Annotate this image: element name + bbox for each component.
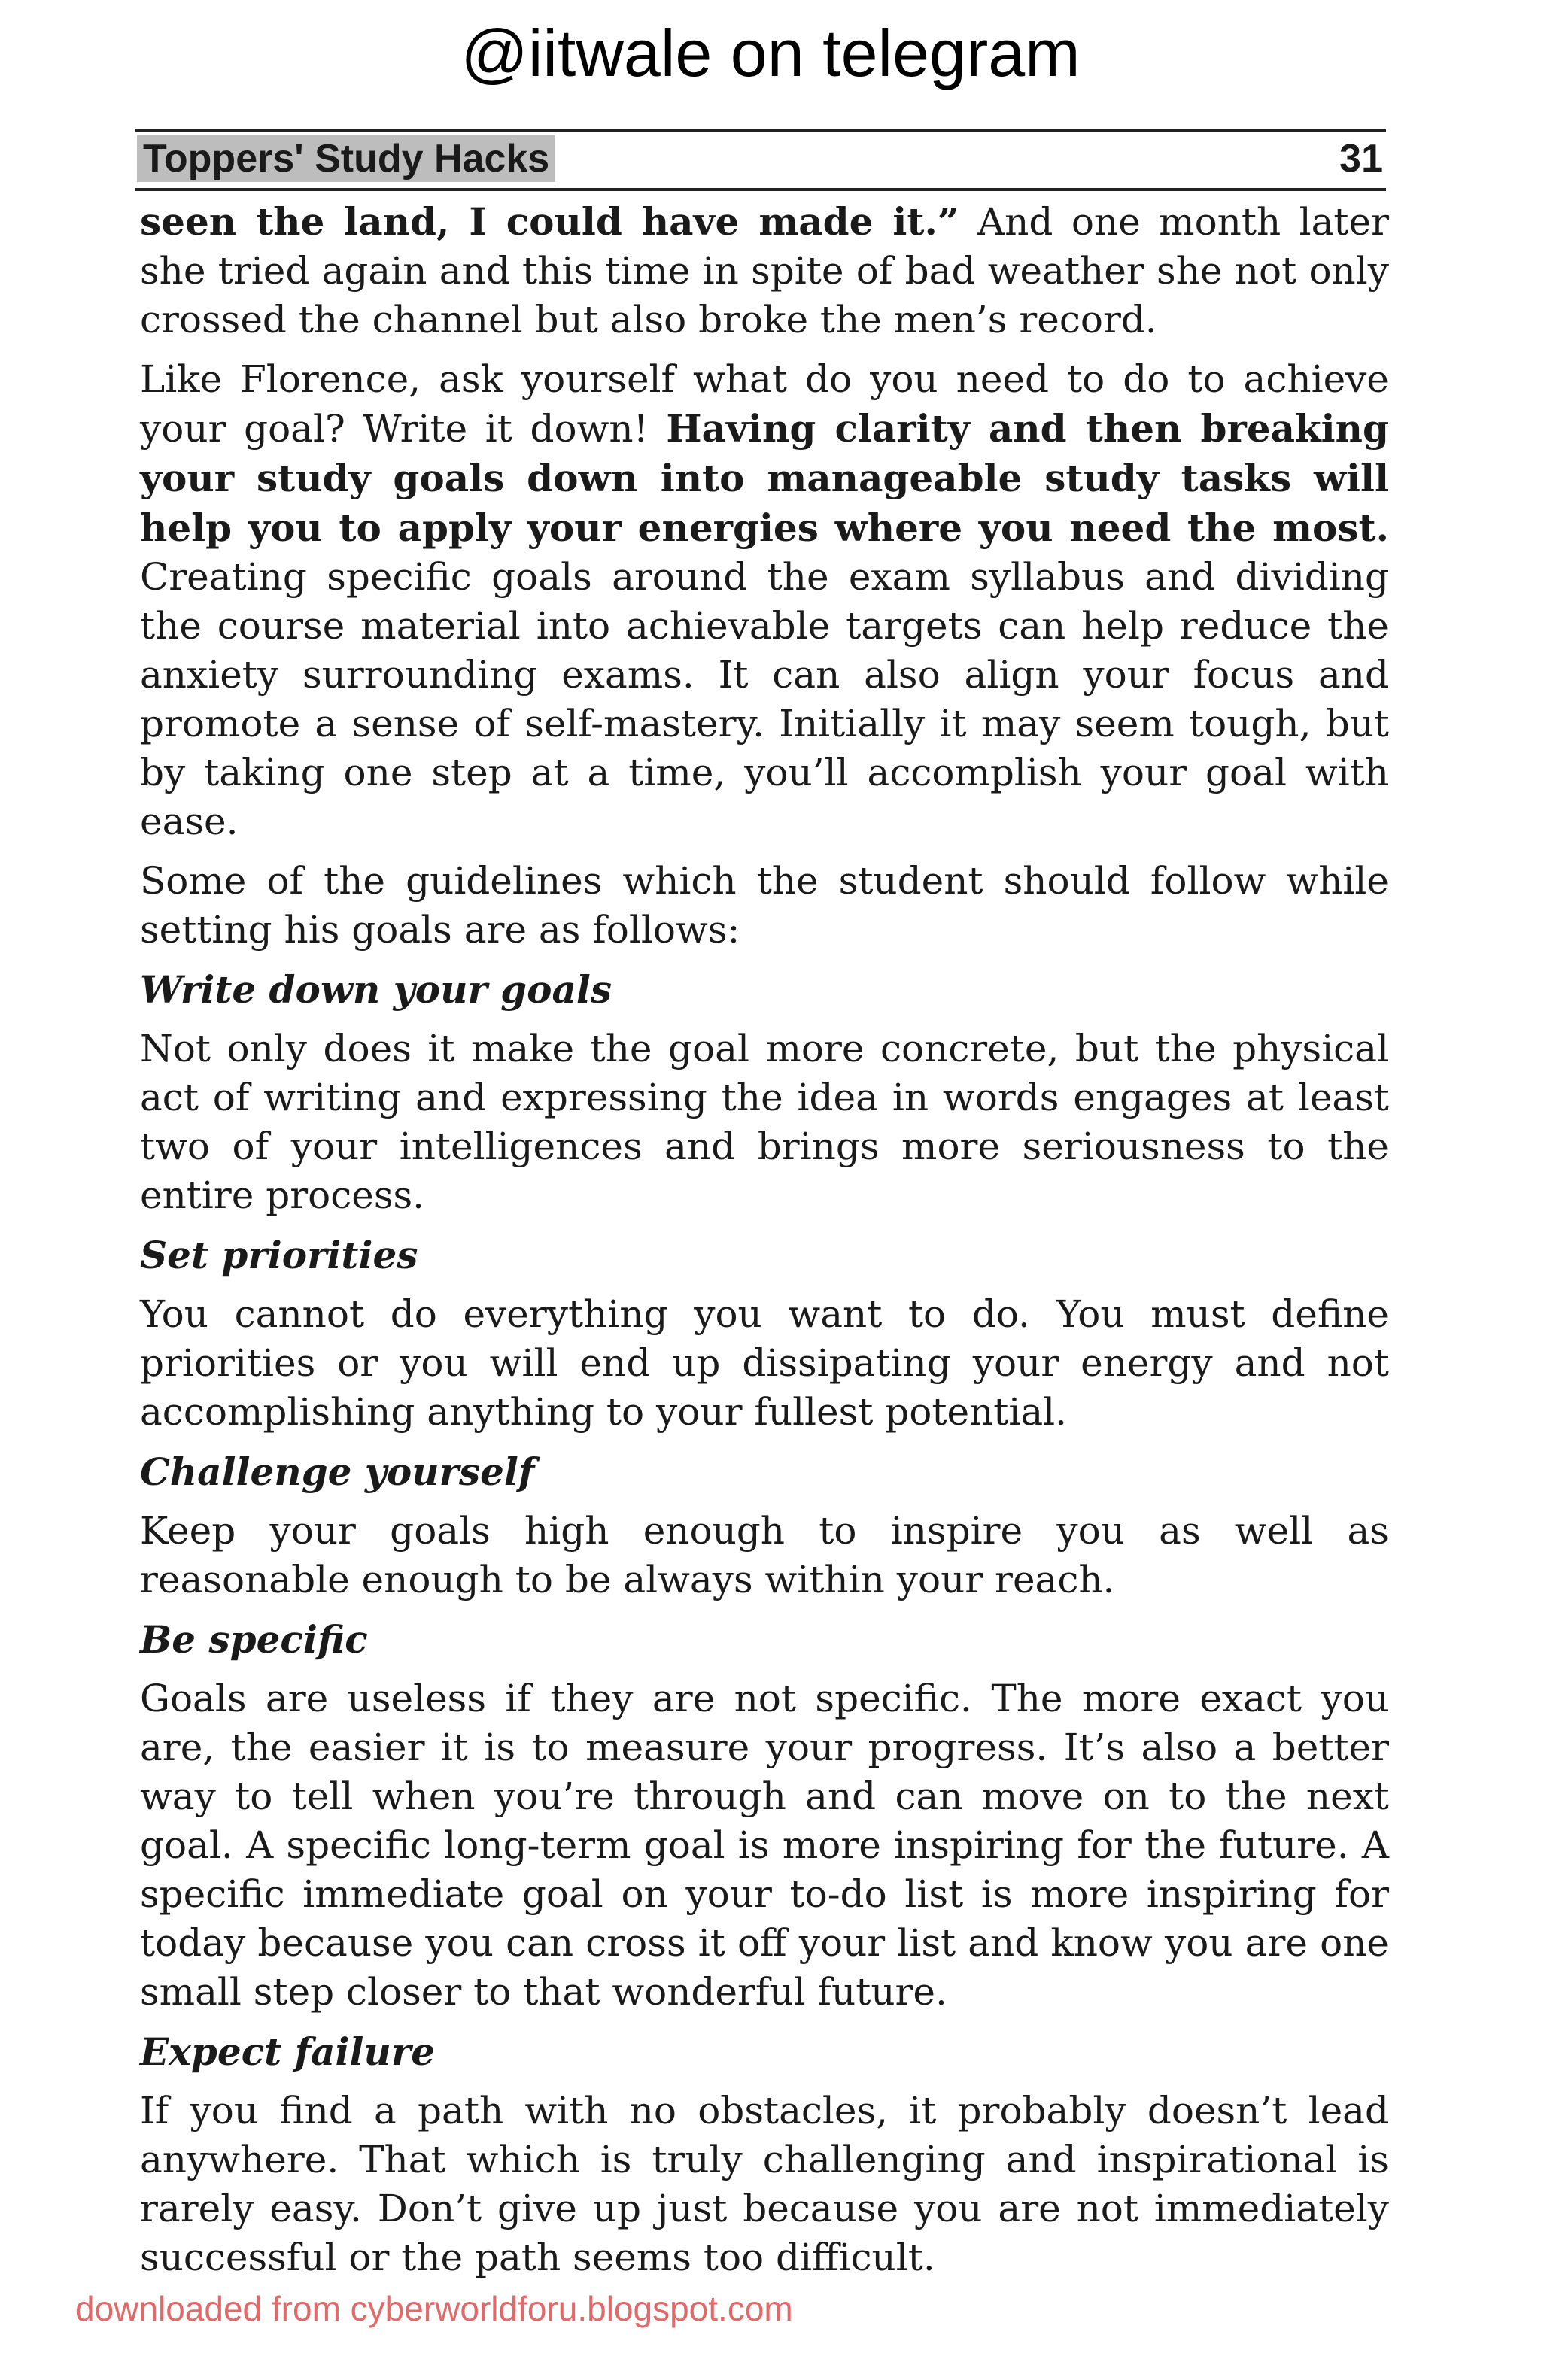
page-number: 31 — [1339, 137, 1383, 181]
paragraph-text: Like Florence, ask yourself what do you need to do to achieve your goal? Write it down! — [140, 357, 1389, 451]
paragraph-text: And one month later she tried again and this time in spite of bad weather she not only crossed the channel but also broke the men’s record. — [140, 200, 1389, 342]
section-heading: Set priorities — [140, 1233, 418, 1277]
paragraph — [140, 355, 1389, 846]
paragraph — [140, 197, 1389, 345]
download-watermark: downloaded from cyberworldforu.blogspot.com — [75, 2289, 793, 2328]
section-heading: Write down your goals — [140, 967, 612, 1012]
section-text: Not only does it make the goal more concrete, but the physical act of writing and expressing the idea in words engages at least two of your intelligences and brings more seriousness to the entire process. — [140, 1027, 1389, 1217]
section-heading: Expect failure — [140, 2029, 436, 2074]
page-body — [140, 197, 1389, 2293]
section-text: Keep your goals high enough to inspire you as well as reasonable enough to be always within your reach. — [140, 1509, 1389, 1601]
section-text: You cannot do everything you want to do. You must define priorities or you will end up dissipating your energy and not accomplishing anything to your fullest potential. — [140, 1292, 1389, 1434]
section-text: Goals are useless if they are not specific. The more exact you are, the easier it is to measure your progress. It’s also a better way to tell when you’re through and can move on to the next goal. A specific long-term goal is more inspiring for the future. A specific immediate goal on your to-do list is more inspiring for today because you can cross it off your list and know you are one small step closer to that wonderful future. — [140, 1677, 1389, 2014]
book-title: Toppers' Study Hacks — [137, 135, 555, 182]
telegram-watermark: @iitwale on telegram — [460, 16, 1081, 90]
paragraph-text: Creating specific goals around the exam syllabus and dividing the course material into achievable targets can help reduce the anxiety surrounding exams. It can also align your focus and promote a sense of self-mastery. Initially it may seem tough, but by taking one step at a time, you’ll accomplish your goal with ease. — [140, 555, 1389, 843]
bold-text: seen the land, I could have made it.” — [140, 199, 959, 244]
paragraph: Some of the guidelines which the student should follow while setting his goals are as follows: — [140, 859, 1389, 952]
section-text: If you find a path with no obstacles, it probably doesn’t lead anywhere. That which is truly challenging and inspirational is rarely easy. Don’t give up just because you are not immediately successful or the path seems too difficult. — [140, 2089, 1389, 2279]
section-heading: Challenge yourself — [140, 1450, 535, 1494]
section-heading: Be specific — [140, 1617, 368, 1662]
bold-text: Having clarity and then breaking your study goals down into manageable study tasks will help you to apply your energies where you need the most. — [140, 406, 1389, 550]
running-header — [135, 129, 1386, 191]
